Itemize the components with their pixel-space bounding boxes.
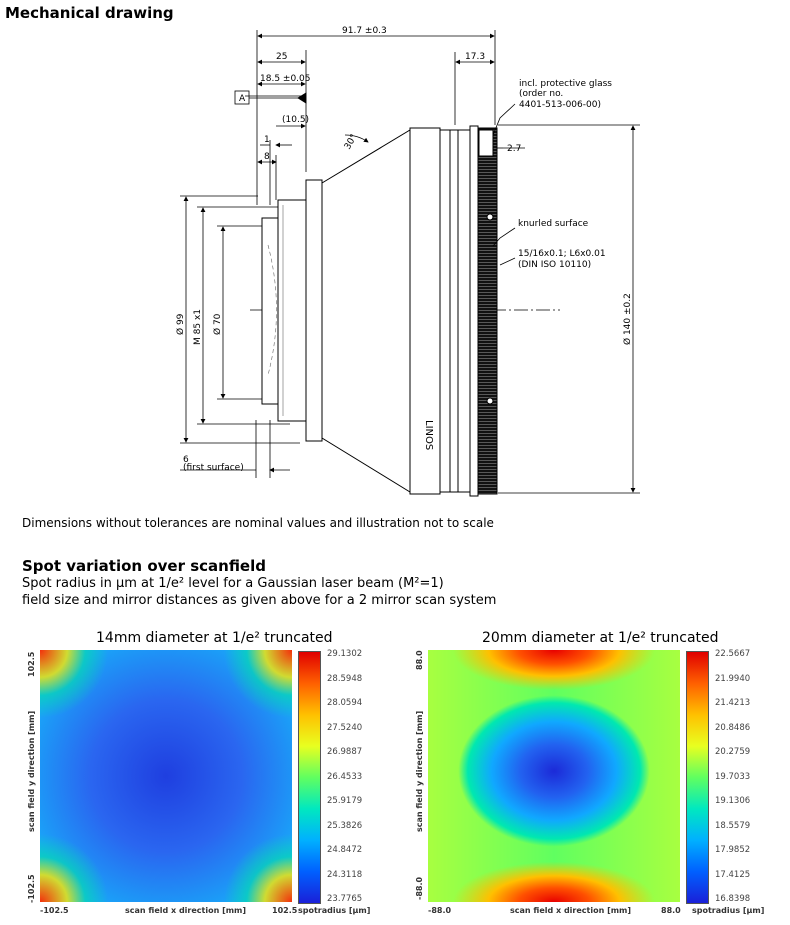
- glass-callout-2: (order no.: [519, 89, 564, 99]
- plot2-heatmap: [428, 650, 680, 902]
- colorbar-tick-label: 26.9887: [327, 747, 363, 757]
- plot1-y-min: -102.5: [27, 874, 36, 903]
- dim-dia-99: Ø 99: [176, 313, 186, 335]
- plot2-title: 20mm diameter at 1/e² truncated: [482, 630, 719, 646]
- section-subtitle-1: Spot radius in µm at 1/e² level for a Gaussian laser beam (M²=1): [22, 576, 444, 591]
- dim-18-5: 18.5 ±0.05: [260, 74, 311, 84]
- plot2-colorbar: [686, 651, 709, 904]
- colorbar-tick-label: 18.5579: [715, 820, 751, 831]
- drawing-note: Dimensions without tolerances are nominal values and illustration not to scale: [22, 516, 494, 530]
- colorbar-tick-label: 25.3826: [327, 820, 363, 831]
- dim-6: 6: [183, 455, 189, 465]
- dim-1: 1: [264, 135, 270, 145]
- knurl-callout: knurled surface: [518, 219, 589, 229]
- dim-8: 8: [264, 152, 270, 162]
- colorbar-tick-label: 27.5240: [327, 722, 363, 733]
- colorbar-tick-label: 17.9852: [715, 845, 751, 855]
- colorbar-tick-label: 29.1302: [327, 649, 363, 659]
- colorbar-tick-label: 17.4125: [715, 869, 751, 880]
- plot2-cb-label: spotradius [µm]: [692, 906, 765, 915]
- colorbar-tick-label: 24.8472: [327, 845, 363, 855]
- dim-25: 25: [276, 52, 288, 62]
- brand-label: LINOS: [423, 420, 434, 451]
- colorbar-tick-label: 21.4213: [715, 698, 751, 708]
- plot1-x-min: -102.5: [40, 906, 69, 915]
- plot1-xlabel: scan field x direction [mm]: [125, 906, 247, 915]
- plot1-x-max: 102.5: [272, 906, 298, 915]
- colorbar-tick-label: 20.2759: [715, 747, 751, 757]
- colorbar-tick-label: 28.5948: [327, 673, 363, 684]
- dim-dia-140: Ø 140 ±0.2: [623, 293, 633, 345]
- plot2-y-min: -88.0: [415, 876, 424, 900]
- section-title: Spot variation over scanfield: [22, 557, 266, 575]
- plot2-y-max: 88.0: [415, 650, 424, 670]
- colorbar-tick-label: 19.1306: [715, 796, 751, 806]
- dim-17-3: 17.3: [465, 52, 486, 62]
- section-subtitle-2: field size and mirror distances as given above for a 2 mirror scan system: [22, 593, 497, 608]
- page-title: Mechanical drawing: [5, 4, 174, 22]
- dim-m85: M 85 x1: [193, 309, 203, 345]
- plot1-colorbar: [298, 651, 321, 904]
- plot1-title: 14mm diameter at 1/e² truncated: [96, 630, 333, 646]
- thread-callout-2: (DIN ISO 10110): [518, 260, 592, 270]
- dim-2-7: 2.7: [507, 144, 522, 154]
- plot2-xlabel: scan field x direction [mm]: [510, 906, 632, 915]
- plot2-ylabel: scan field y direction [mm]: [415, 710, 424, 832]
- datum-label: A: [239, 94, 246, 104]
- colorbar-tick-label: 23.7765: [327, 894, 363, 904]
- glass-callout-1: incl. protective glass: [519, 79, 612, 89]
- plot2-x-min: -88.0: [428, 906, 452, 915]
- plot1-y-max: 102.5: [27, 651, 36, 677]
- colorbar-tick-label: 19.7033: [715, 771, 751, 782]
- dim-overall: 91.7 ±0.3: [342, 26, 387, 36]
- dim-dia-70: Ø 70: [213, 313, 223, 335]
- plot1-ylabel: scan field y direction [mm]: [27, 710, 36, 832]
- plot1-cb-label: spotradius [µm]: [298, 906, 371, 915]
- dim-angle: 30°: [342, 132, 360, 152]
- plot2-x-max: 88.0: [661, 906, 681, 915]
- first-surface-label: (first surface): [183, 463, 244, 473]
- colorbar-tick-label: 21.9940: [715, 673, 751, 684]
- colorbar-tick-label: 28.0594: [327, 698, 363, 708]
- colorbar-tick-label: 22.5667: [715, 649, 751, 659]
- colorbar-tick-label: 24.3118: [327, 869, 363, 880]
- colorbar-tick-label: 26.4533: [327, 771, 363, 782]
- colorbar-tick-label: 25.9179: [327, 796, 363, 806]
- plot1-heatmap: [40, 650, 292, 902]
- glass-callout-3: 4401-513-006-00): [519, 100, 601, 110]
- thread-callout-1: 15/16x0.1; L6x0.01: [518, 249, 606, 259]
- colorbar-tick-label: 16.8398: [715, 894, 751, 904]
- dim-10-5: (10.5): [282, 115, 310, 125]
- colorbar-tick-label: 20.8486: [715, 722, 751, 733]
